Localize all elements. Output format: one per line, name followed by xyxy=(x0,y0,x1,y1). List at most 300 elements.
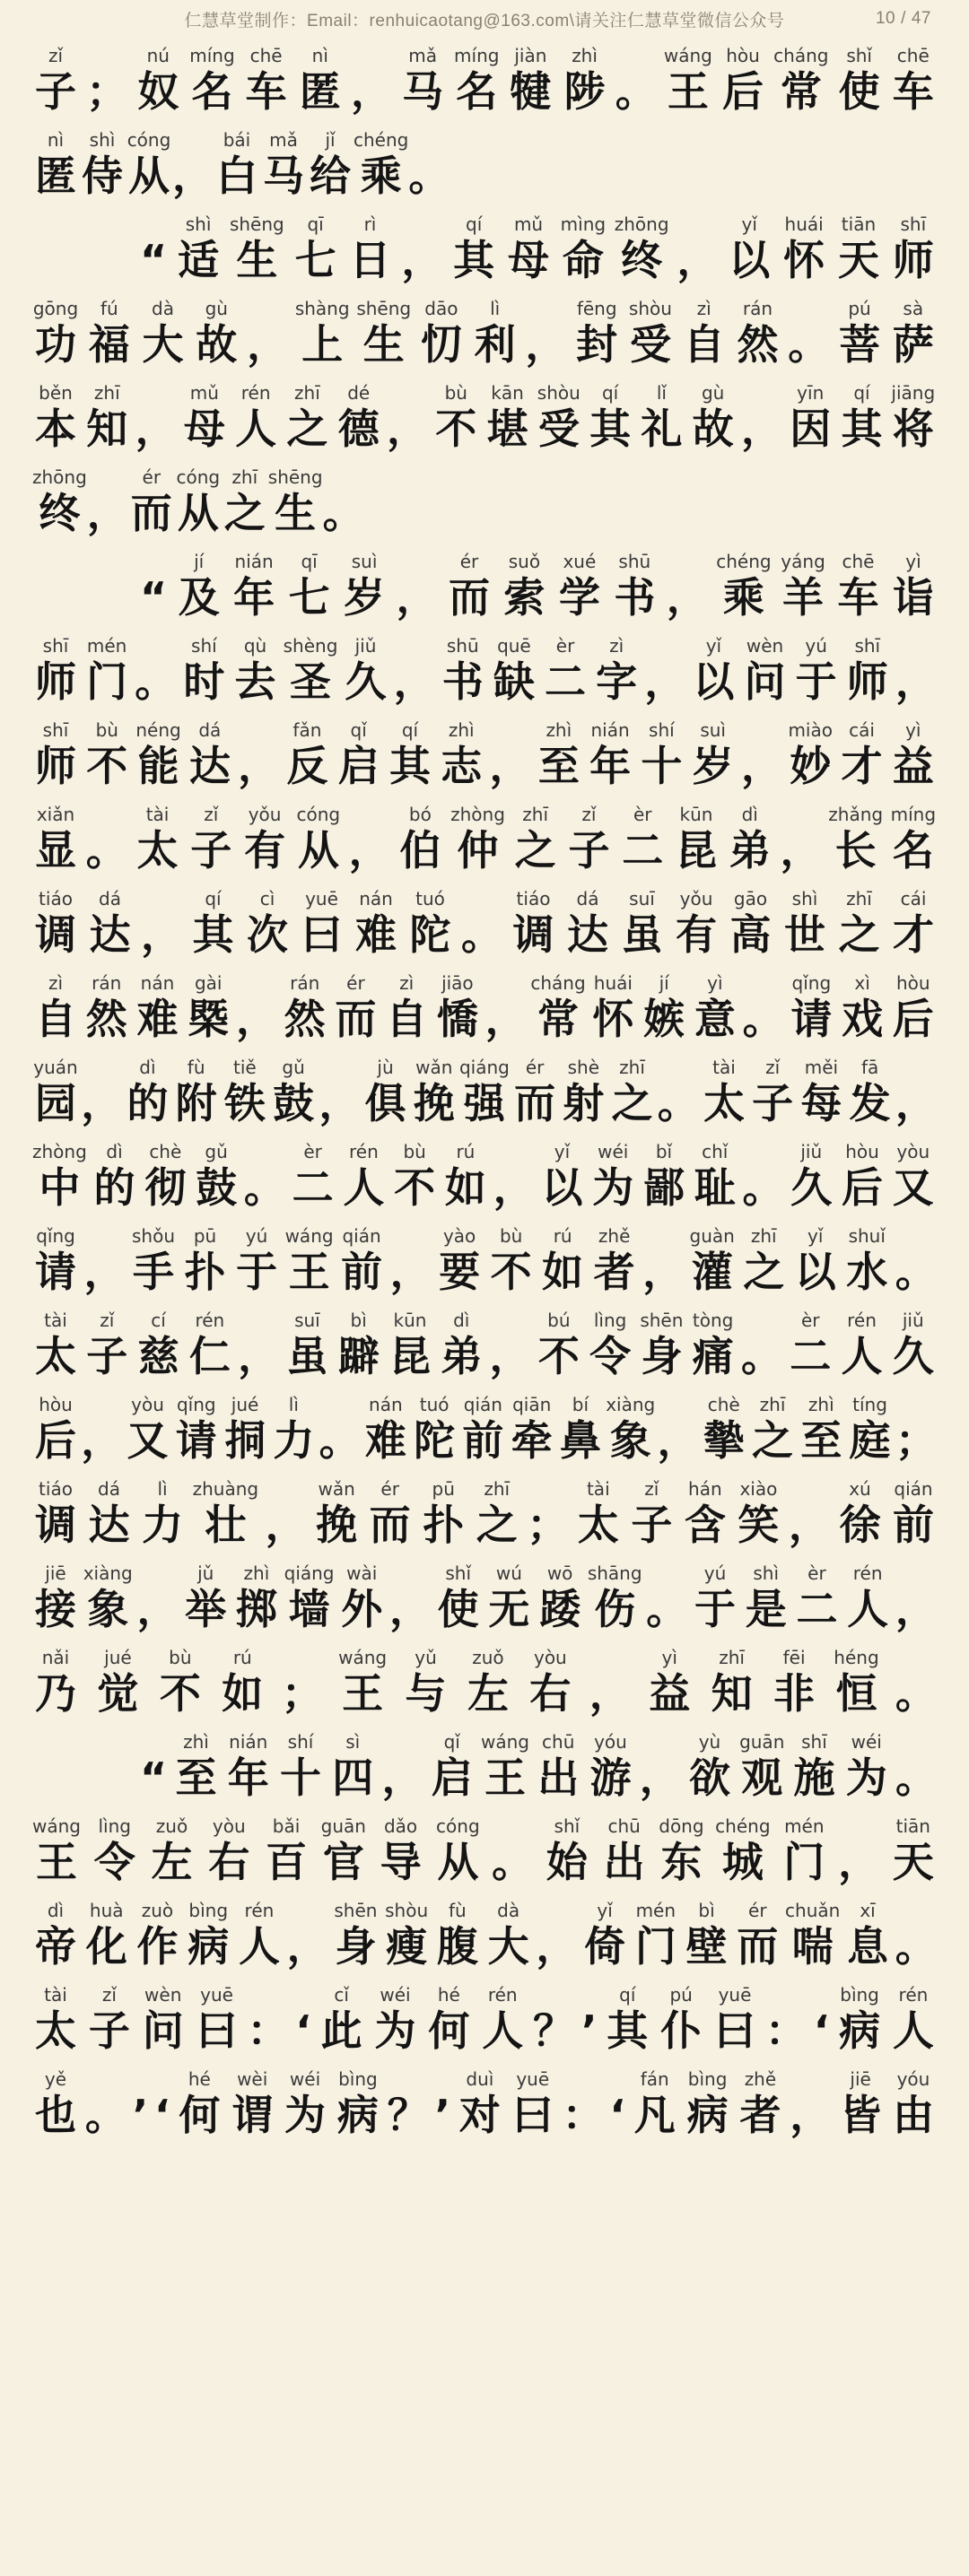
pinyin-annotation: kūn xyxy=(393,1310,427,1331)
hanzi-character: ‘ xyxy=(154,2091,170,2139)
hanzi-character: 举 xyxy=(185,1585,227,1633)
ruby-unit xyxy=(32,129,79,201)
ruby-unit xyxy=(83,1900,130,1971)
hanzi-character: ， xyxy=(740,742,782,790)
pinyin-annotation: zhě xyxy=(744,2068,777,2090)
hanzi-character: 昆 xyxy=(388,1332,431,1380)
ruby-unit xyxy=(425,1984,472,2056)
pinyin-annotation: guān xyxy=(739,1731,785,1753)
hanzi-character: 。 xyxy=(84,2091,127,2139)
hanzi-character: 鼻 xyxy=(559,1416,601,1465)
pinyin-annotation: shēn xyxy=(640,1310,684,1331)
ruby-unit xyxy=(511,888,557,960)
page-separator: / xyxy=(901,9,906,28)
hanzi-character: 发 xyxy=(849,1079,891,1127)
ruby-unit xyxy=(771,1647,817,1719)
punctuation-unit xyxy=(388,2068,429,2140)
hanzi-character: 不 xyxy=(86,742,128,790)
hanzi-character: 反 xyxy=(286,742,328,790)
hanzi-character: 慈 xyxy=(137,1332,179,1380)
hanzi-character: 故 xyxy=(692,405,734,453)
hanzi-character: “ xyxy=(140,236,168,284)
hanzi-character: 知 xyxy=(86,405,128,453)
hanzi-character: 令 xyxy=(93,1838,135,1886)
pinyin-annotation: bái xyxy=(223,129,251,151)
ruby-unit xyxy=(193,1141,240,1213)
pinyin-annotation: zì xyxy=(696,298,711,319)
hanzi-character: ， xyxy=(381,1754,423,1802)
punctuation-unit xyxy=(136,1562,178,1634)
hanzi-character: 人 xyxy=(238,1922,280,1971)
ruby-unit xyxy=(588,1562,642,1634)
hanzi-character: 七 xyxy=(288,573,330,622)
text-line xyxy=(32,972,937,1044)
pinyin-annotation: qí xyxy=(205,888,222,909)
pinyin-annotation: fēi xyxy=(782,1647,806,1668)
pinyin-annotation: jué xyxy=(104,1647,132,1668)
hanzi-character: 从 xyxy=(437,1838,479,1886)
hanzi-character: 挽 xyxy=(413,1079,455,1127)
hanzi-character: 曰 xyxy=(196,2006,238,2055)
ruby-unit xyxy=(738,1731,785,1803)
pinyin-annotation: shǒu xyxy=(132,1225,176,1247)
pinyin-annotation: wéi xyxy=(380,1984,411,2006)
hanzi-character: ， xyxy=(644,657,686,706)
ruby-unit xyxy=(485,1562,532,1634)
hanzi-character: 门 xyxy=(86,657,128,706)
pinyin-annotation: yǐ xyxy=(741,213,757,235)
ruby-row xyxy=(32,298,937,370)
pinyin-annotation: kūn xyxy=(679,804,713,825)
pinyin-annotation: shòu xyxy=(628,298,672,319)
hanzi-character: 请 xyxy=(790,995,833,1043)
ruby-unit xyxy=(124,1057,170,1128)
ruby-unit xyxy=(83,635,130,707)
pinyin-annotation: hòu xyxy=(896,972,930,994)
pinyin-annotation: zhì xyxy=(243,1562,270,1584)
pinyin-annotation: xiàng xyxy=(606,1394,656,1415)
punctuation-unit xyxy=(387,382,428,454)
hanzi-character: “ xyxy=(140,1754,168,1802)
punctuation-unit xyxy=(401,213,442,285)
ruby-unit xyxy=(175,466,222,538)
pinyin-annotation: rén xyxy=(852,1562,883,1584)
pinyin-annotation: zǐ xyxy=(581,804,597,825)
hanzi-character: 从 xyxy=(297,826,339,875)
punctuation-unit xyxy=(781,804,822,875)
ruby-unit xyxy=(193,298,240,370)
text-line xyxy=(32,1647,937,1719)
ruby-unit xyxy=(32,298,79,370)
ruby-unit xyxy=(135,719,182,791)
pinyin-annotation: sà xyxy=(903,298,924,319)
hanzi-character: 于 xyxy=(694,1585,736,1633)
hanzi-character: 其 xyxy=(607,2006,649,2055)
hanzi-character: 给 xyxy=(310,152,351,200)
ruby-unit xyxy=(387,1310,433,1381)
ruby-unit xyxy=(685,2068,731,2140)
ruby-unit xyxy=(604,1984,650,2056)
hanzi-character: 射 xyxy=(563,1079,605,1127)
pinyin-annotation: tiān xyxy=(841,213,877,235)
hanzi-character: 的 xyxy=(127,1079,169,1127)
hanzi-character: 出 xyxy=(537,1754,580,1802)
punctuation-unit xyxy=(743,972,784,1044)
hanzi-character: 人 xyxy=(892,2006,934,2055)
punctuation-unit xyxy=(615,45,657,117)
ruby-unit xyxy=(709,1647,755,1719)
ruby-unit xyxy=(383,1900,430,1971)
pinyin-annotation: shè xyxy=(567,1057,599,1078)
ruby-unit xyxy=(611,551,658,622)
pinyin-annotation: bó xyxy=(408,804,432,825)
pinyin-annotation: bì xyxy=(350,1310,367,1331)
ruby-unit xyxy=(890,1478,937,1550)
punctuation-unit xyxy=(435,2068,450,2140)
hanzi-character: 七 xyxy=(294,236,336,284)
hanzi-character: 接 xyxy=(35,1585,76,1633)
ruby-unit xyxy=(260,129,307,201)
hanzi-character: 园 xyxy=(35,1079,76,1127)
punctuation-unit xyxy=(86,804,127,875)
ruby-unit xyxy=(134,972,180,1044)
ruby-unit xyxy=(176,551,223,622)
hanzi-character: 白 xyxy=(216,152,258,200)
ruby-unit xyxy=(32,1394,79,1466)
ruby-unit xyxy=(737,2068,783,2140)
punctuation-unit xyxy=(408,129,450,201)
ruby-unit xyxy=(236,1900,283,1971)
text-line xyxy=(32,804,937,875)
pinyin-annotation: néng xyxy=(135,719,181,741)
hanzi-character: 王 xyxy=(484,1754,526,1802)
ruby-unit xyxy=(340,1141,387,1213)
ruby-unit xyxy=(233,1225,280,1297)
punctuation-unit xyxy=(490,719,531,791)
ruby-unit xyxy=(890,972,937,1044)
sutra-text-body xyxy=(32,38,937,2140)
hanzi-character: ， xyxy=(677,236,719,284)
pinyin-annotation: zhī xyxy=(522,804,549,825)
ruby-unit xyxy=(690,1310,737,1381)
pinyin-annotation: yì xyxy=(905,719,921,741)
pinyin-annotation: chū xyxy=(607,1815,641,1837)
hanzi-character: 病 xyxy=(336,2091,379,2139)
pinyin-annotation: zhī xyxy=(619,1057,645,1078)
hanzi-character: 象 xyxy=(87,1585,129,1633)
hanzi-character: 命 xyxy=(562,236,604,284)
hanzi-character: 自 xyxy=(35,995,76,1043)
pinyin-annotation: nì xyxy=(47,129,65,151)
ruby-unit xyxy=(313,1478,360,1550)
hanzi-character: 施 xyxy=(793,1754,835,1802)
hanzi-character: ， xyxy=(350,67,392,116)
pinyin-annotation: bù xyxy=(403,1141,426,1162)
ruby-unit xyxy=(535,1731,581,1803)
ruby-unit xyxy=(664,45,712,117)
ruby-unit xyxy=(83,1310,130,1381)
pinyin-annotation: jǔ xyxy=(197,1562,214,1584)
ruby-unit xyxy=(284,719,330,791)
hanzi-character: 伯 xyxy=(399,826,441,875)
pinyin-annotation: rén xyxy=(240,382,271,404)
ruby-unit xyxy=(690,719,737,791)
ruby-unit xyxy=(890,382,937,454)
pinyin-annotation: zhī xyxy=(231,466,258,488)
pinyin-annotation: míng xyxy=(189,45,235,66)
hanzi-character: 力 xyxy=(273,1416,315,1465)
ruby-unit xyxy=(83,1562,133,1634)
ruby-unit xyxy=(564,888,611,960)
punctuation-unit xyxy=(741,719,782,791)
hanzi-character: 之 xyxy=(752,1416,794,1465)
punctuation-unit xyxy=(485,972,527,1044)
punctuation-unit xyxy=(238,1310,279,1381)
pinyin-annotation: rén xyxy=(348,1141,379,1162)
pinyin-annotation: mén xyxy=(784,1815,825,1837)
hanzi-character: 官 xyxy=(322,1838,364,1886)
hanzi-character: 出 xyxy=(603,1838,645,1886)
pinyin-annotation: jiǔ xyxy=(800,1141,823,1162)
ruby-unit xyxy=(793,635,840,707)
pinyin-annotation: mìng xyxy=(560,213,607,235)
hanzi-character: 何 xyxy=(428,2006,470,2055)
pinyin-annotation: shí xyxy=(649,719,675,741)
hanzi-character: 。 xyxy=(788,320,830,369)
hanzi-character: 。 xyxy=(895,1248,937,1296)
text-line xyxy=(32,466,937,538)
ruby-unit xyxy=(188,45,235,117)
pinyin-annotation: qǐng xyxy=(36,1225,75,1247)
ruby-unit xyxy=(839,1310,886,1381)
pinyin-annotation: shēng xyxy=(229,213,284,235)
ruby-unit xyxy=(833,1647,879,1719)
punctuation-unit xyxy=(814,1984,829,2056)
ruby-unit xyxy=(284,1562,335,1634)
hanzi-character: 子 xyxy=(190,826,232,875)
ruby-row xyxy=(32,1647,937,1719)
hanzi-character: 之 xyxy=(838,910,880,959)
pinyin-annotation: wáng xyxy=(32,1815,81,1837)
ruby-unit xyxy=(556,551,603,622)
hanzi-character: ‘ xyxy=(813,2006,830,2055)
hanzi-character: 也 xyxy=(35,2091,76,2139)
pinyin-annotation: tiān xyxy=(895,1815,930,1837)
pinyin-annotation: chē xyxy=(896,45,930,66)
ruby-unit xyxy=(726,213,773,285)
pinyin-annotation: èr xyxy=(555,635,575,657)
pinyin-annotation: dá xyxy=(98,1478,120,1500)
hanzi-character: 生 xyxy=(275,489,317,537)
pinyin-annotation: gāo xyxy=(733,888,768,909)
pinyin-annotation: hòu xyxy=(845,1141,879,1162)
hanzi-character: 喘 xyxy=(791,1922,834,1971)
pinyin-annotation: dì xyxy=(453,1310,470,1331)
ruby-unit xyxy=(329,1731,376,1803)
ruby-unit xyxy=(780,551,826,622)
hanzi-character: 墙 xyxy=(288,1585,330,1633)
punctuation-unit xyxy=(533,1984,574,2056)
hanzi-character: 生 xyxy=(362,320,405,369)
ruby-unit xyxy=(716,551,771,622)
hanzi-character: 太 xyxy=(703,1079,745,1127)
hanzi-character: 。 xyxy=(243,1163,285,1212)
ruby-unit xyxy=(560,1057,607,1128)
pinyin-annotation: shāng xyxy=(587,1562,642,1584)
hanzi-character: 踒 xyxy=(539,1585,581,1633)
pinyin-annotation: tài xyxy=(586,1478,610,1500)
text-line xyxy=(32,1057,937,1128)
ruby-unit xyxy=(32,888,79,960)
pinyin-annotation: chū xyxy=(542,1731,575,1753)
ruby-unit xyxy=(336,719,382,791)
pinyin-annotation: cóng xyxy=(296,804,341,825)
hanzi-character: ： xyxy=(247,2006,289,2055)
punctuation-unit xyxy=(642,1225,684,1297)
pinyin-annotation: gǔ xyxy=(205,1141,228,1162)
hanzi-character: 。 xyxy=(895,1754,937,1802)
hanzi-character: 益 xyxy=(892,742,934,790)
punctuation-unit xyxy=(236,972,277,1044)
ruby-unit xyxy=(836,1984,883,2056)
hanzi-character: 前 xyxy=(892,1501,934,1549)
pinyin-annotation: wáng xyxy=(480,1731,529,1753)
text-line xyxy=(32,1478,937,1550)
ruby-unit xyxy=(790,1731,837,1803)
pinyin-annotation: zì xyxy=(399,972,415,994)
hanzi-character: 而 xyxy=(335,995,377,1043)
pinyin-annotation: yòu xyxy=(533,1647,567,1668)
ruby-unit xyxy=(429,1731,476,1803)
ruby-unit xyxy=(890,1815,937,1887)
hanzi-character: ； xyxy=(86,67,128,116)
hanzi-character: 人 xyxy=(343,1163,385,1212)
pinyin-annotation: yòu xyxy=(131,1394,164,1415)
pinyin-annotation: tiě xyxy=(233,1057,257,1078)
ruby-row xyxy=(32,1057,937,1128)
punctuation-unit xyxy=(646,1562,687,1634)
hanzi-character: 如 xyxy=(222,1669,264,1718)
hanzi-character: 之 xyxy=(611,1079,653,1127)
ruby-unit xyxy=(125,1394,171,1466)
ruby-unit xyxy=(372,1984,419,2056)
pinyin-annotation: shēn xyxy=(334,1900,378,1921)
pinyin-annotation: zhī xyxy=(759,1394,786,1415)
ruby-unit xyxy=(472,298,519,370)
ruby-unit xyxy=(126,129,172,201)
hanzi-character: 人 xyxy=(841,1332,883,1380)
hanzi-character: ， xyxy=(389,1248,432,1296)
pinyin-annotation: zì xyxy=(609,635,624,657)
ruby-row xyxy=(32,1900,937,1971)
ruby-unit xyxy=(781,213,827,285)
ruby-unit xyxy=(139,1478,186,1550)
ruby-unit xyxy=(839,972,886,1044)
ruby-row xyxy=(32,1225,937,1297)
hanzi-character: 观 xyxy=(741,1754,783,1802)
ruby-unit xyxy=(86,298,133,370)
hanzi-character: ‘ xyxy=(609,2091,625,2139)
hanzi-character: 天 xyxy=(892,1838,934,1886)
pinyin-annotation: wō xyxy=(546,1562,573,1584)
ruby-unit xyxy=(182,1225,229,1297)
hanzi-character: 嫉 xyxy=(643,995,685,1043)
page-header xyxy=(32,0,937,38)
pinyin-annotation: dì xyxy=(741,804,758,825)
punctuation-unit xyxy=(351,45,392,117)
pinyin-annotation: jué xyxy=(231,1394,259,1415)
hanzi-character: 。 xyxy=(742,995,784,1043)
hanzi-character: 启 xyxy=(431,1754,473,1802)
hanzi-character: 世 xyxy=(784,910,825,959)
ruby-unit xyxy=(836,45,883,117)
ruby-unit xyxy=(843,1731,890,1803)
ruby-unit xyxy=(446,551,493,622)
pinyin-annotation: yuē xyxy=(200,1984,233,2006)
hanzi-character: 德 xyxy=(337,405,380,453)
text-line xyxy=(32,635,937,707)
pinyin-annotation: cái xyxy=(900,888,927,909)
ruby-unit xyxy=(225,1731,272,1803)
hanzi-character: 子 xyxy=(631,1501,673,1549)
ruby-row xyxy=(32,635,937,707)
pinyin-annotation: tòng xyxy=(692,1310,734,1331)
ruby-unit xyxy=(692,1562,738,1634)
pinyin-annotation: qiān xyxy=(512,1394,552,1415)
pinyin-annotation: fù xyxy=(187,1057,205,1078)
ruby-row xyxy=(32,45,937,117)
pinyin-annotation: shǐ xyxy=(445,1562,471,1584)
pinyin-annotation: qiáng xyxy=(458,1057,510,1078)
hanzi-character: 问 xyxy=(142,2006,184,2055)
ruby-unit xyxy=(187,1310,233,1381)
pinyin-annotation: chē xyxy=(842,551,875,572)
hanzi-character: 其 xyxy=(192,910,234,959)
hanzi-character: ， xyxy=(388,1585,431,1633)
hanzi-character: 王 xyxy=(288,1248,330,1296)
hanzi-character: 如 xyxy=(542,1248,584,1296)
ruby-unit xyxy=(686,1731,733,1803)
hanzi-character: 后 xyxy=(722,67,764,116)
hanzi-character: 门 xyxy=(783,1838,825,1886)
hanzi-character: 达 xyxy=(89,910,131,959)
pinyin-annotation: yáng xyxy=(781,551,825,572)
hanzi-character: 二 xyxy=(292,1163,334,1212)
ruby-unit xyxy=(341,551,388,622)
pinyin-annotation: zǐ xyxy=(100,1310,115,1331)
ruby-unit xyxy=(509,1394,555,1466)
pinyin-annotation: chè xyxy=(707,1394,740,1415)
pinyin-annotation: dà xyxy=(152,298,174,319)
ruby-unit xyxy=(481,1731,529,1803)
pinyin-annotation: guān xyxy=(320,1815,366,1837)
ruby-unit xyxy=(284,382,330,454)
ruby-unit xyxy=(734,1900,781,1971)
hanzi-character: 奴 xyxy=(137,67,179,116)
pinyin-annotation: yǔ xyxy=(415,1647,437,1668)
pinyin-annotation: wèn xyxy=(746,635,784,657)
hanzi-character: 名 xyxy=(456,67,498,116)
ruby-unit xyxy=(399,45,446,117)
ruby-unit xyxy=(32,635,79,707)
hanzi-character: 掷 xyxy=(235,1585,277,1633)
ruby-unit xyxy=(188,804,234,875)
ruby-unit xyxy=(338,1562,385,1634)
pinyin-annotation: cǐ xyxy=(334,1984,349,2006)
pinyin-annotation: yǐ xyxy=(705,635,722,657)
pinyin-annotation: qí xyxy=(853,382,870,404)
hanzi-character: 难 xyxy=(136,995,179,1043)
